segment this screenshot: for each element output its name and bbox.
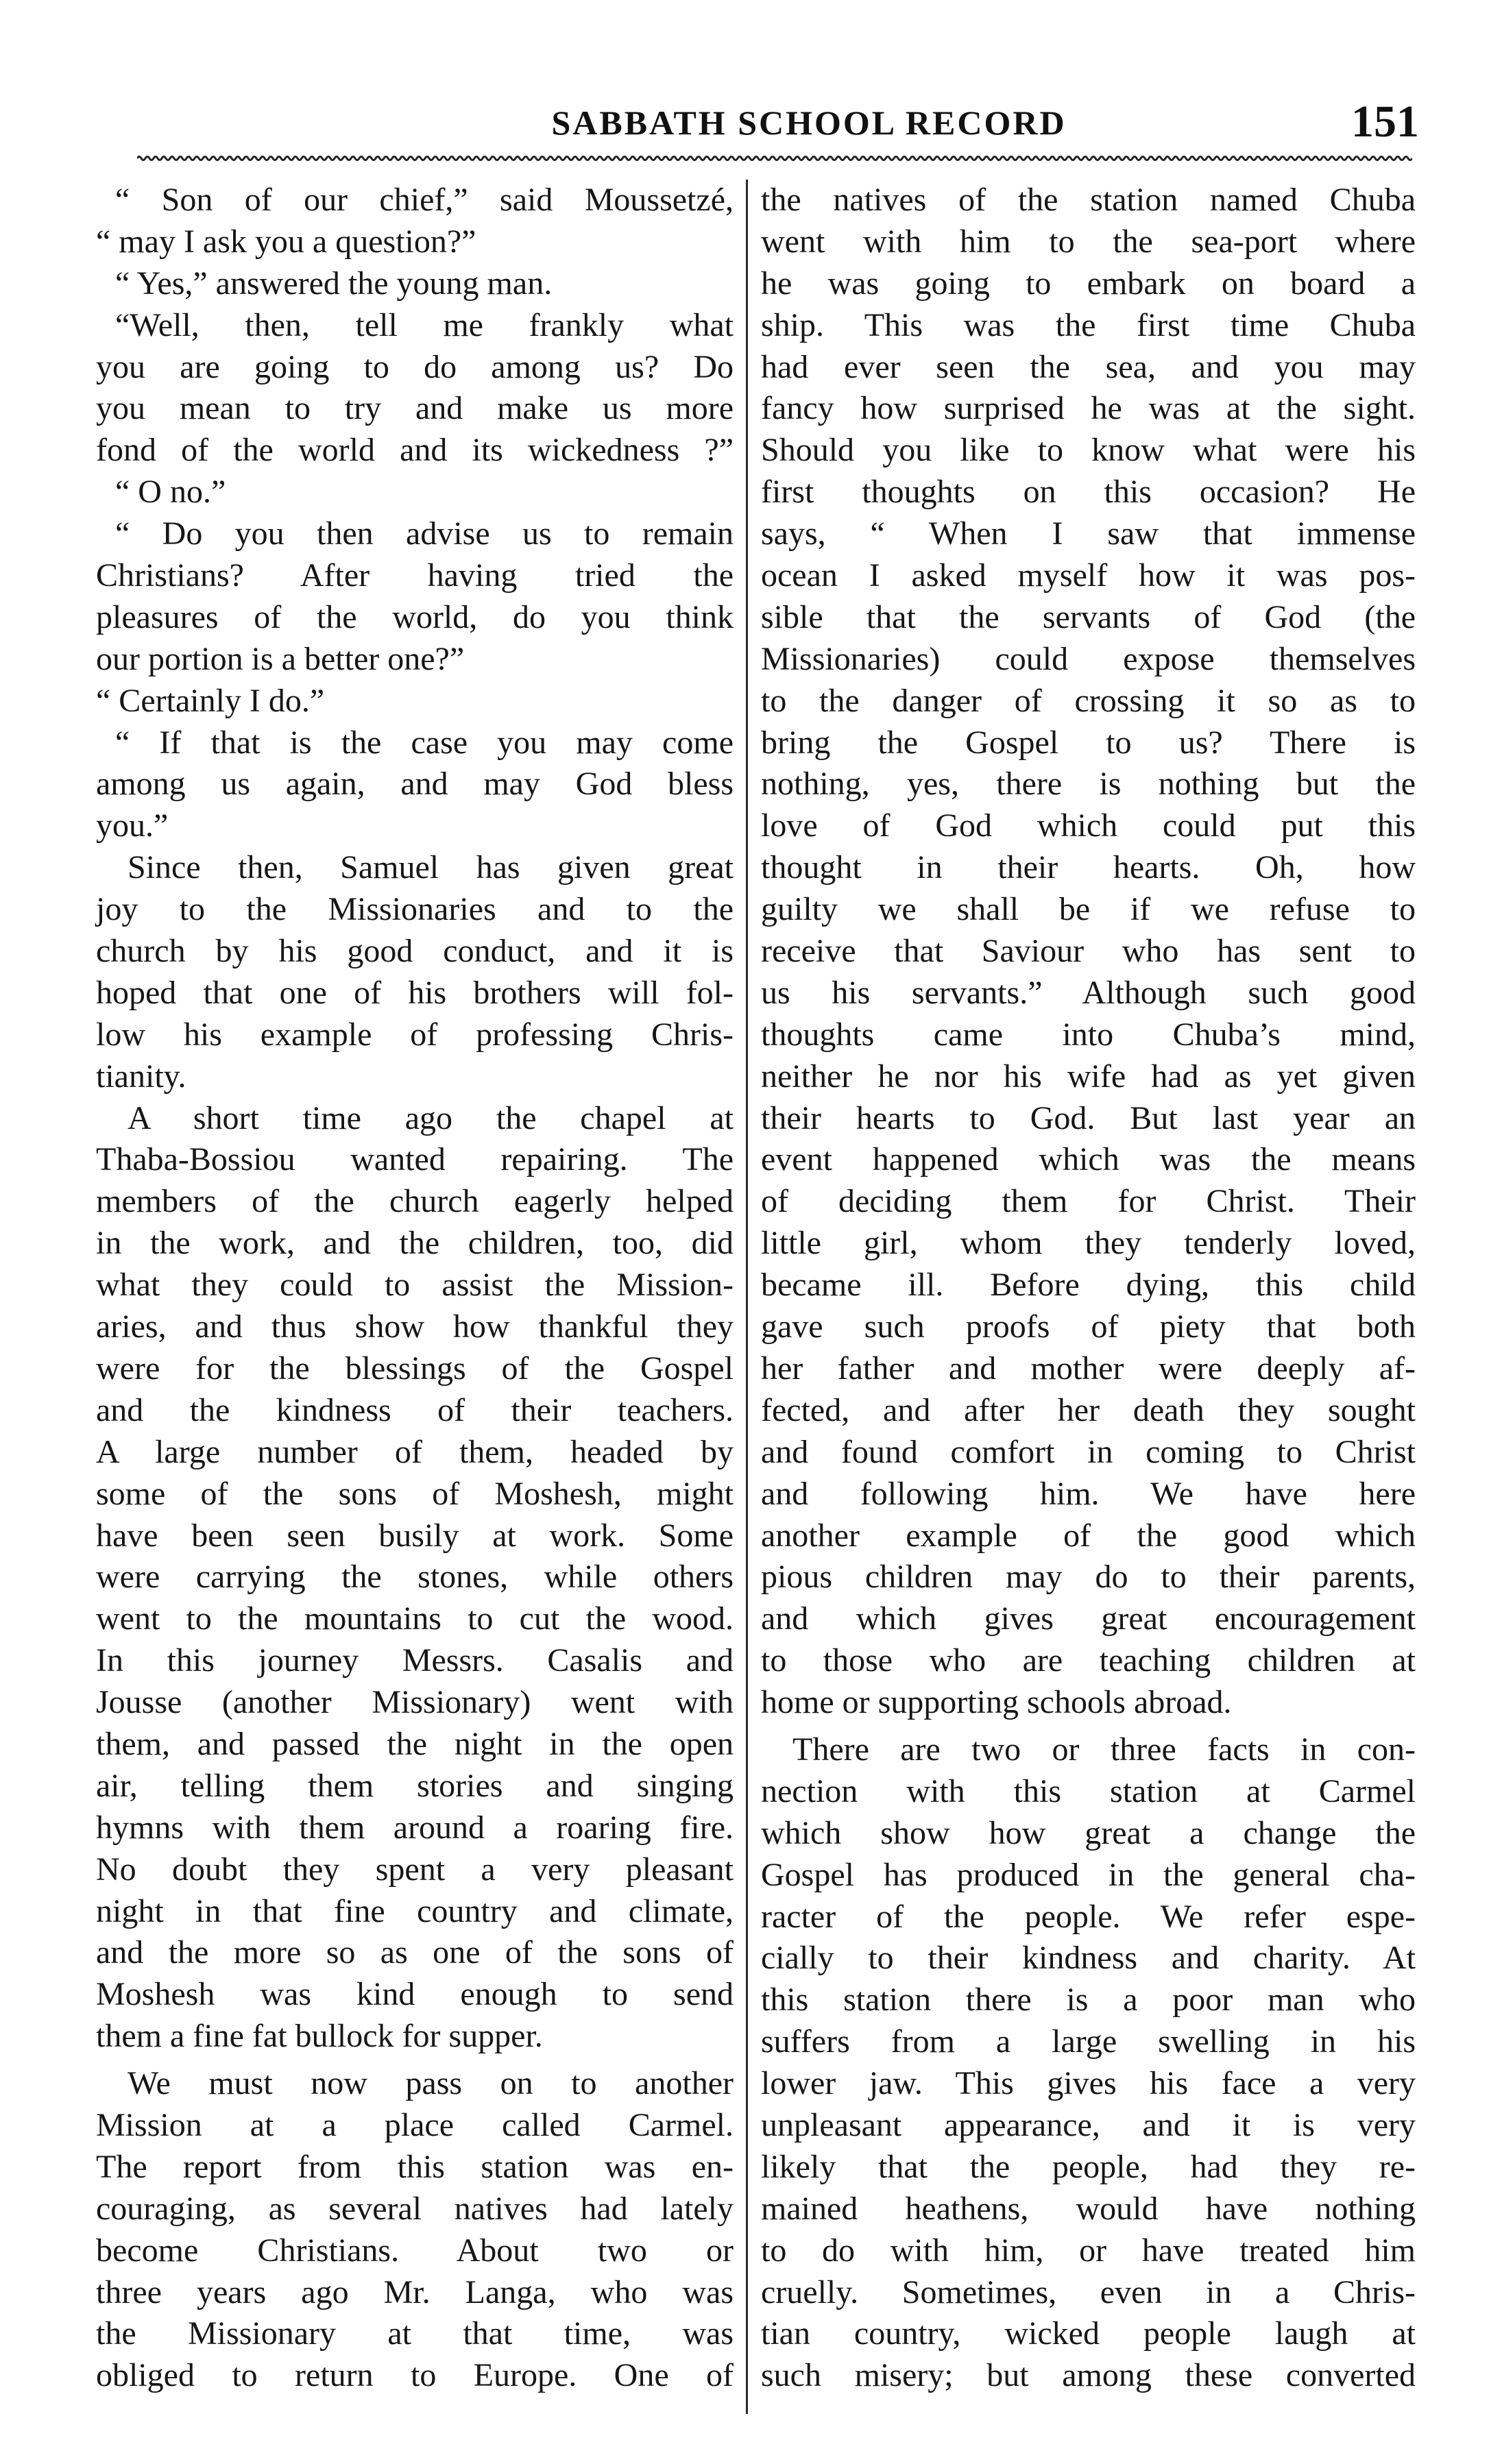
text-line: become Christians. About two or bbox=[96, 2232, 734, 2269]
text-line: “ Certainly I do.” bbox=[96, 682, 325, 719]
text-line: and which gives great encouragement bbox=[761, 1600, 1416, 1637]
text-line: little girl, whom they tenderly loved, bbox=[761, 1225, 1416, 1262]
text-line: event happened which was the means bbox=[761, 1141, 1416, 1178]
text-line: guilty we shall be if we refuse to bbox=[761, 891, 1416, 928]
text-line: in the work, and the children, too, did bbox=[96, 1225, 734, 1262]
text-line: you mean to try and make us more bbox=[96, 390, 734, 427]
text-line: Since then, Samuel has given great bbox=[128, 849, 734, 886]
text-line: neither he nor his wife had as yet given bbox=[761, 1058, 1416, 1095]
text-line: and found comfort in coming to Christ bbox=[761, 1433, 1416, 1470]
text-line: were carrying the stones, while others bbox=[96, 1559, 734, 1596]
text-line: to the danger of crossing it so as to bbox=[761, 682, 1416, 719]
text-line: racter of the people. We refer espe- bbox=[761, 1898, 1416, 1935]
text-line: No doubt they spent a very pleasant bbox=[96, 1851, 734, 1888]
text-line: sible that the servants of God (the bbox=[761, 598, 1416, 635]
text-line: and the kindness of their teachers. bbox=[96, 1391, 734, 1428]
text-line: Christians? After having tried the bbox=[96, 557, 734, 594]
text-line: were for the blessings of the Gospel bbox=[96, 1350, 734, 1387]
text-line: pleasures of the world, do you think bbox=[96, 598, 734, 635]
text-line: pious children may do to their parents, bbox=[761, 1559, 1416, 1596]
text-line: “ If that is the case you may come bbox=[115, 724, 734, 761]
text-line: three years ago Mr. Langa, who was bbox=[96, 2273, 734, 2310]
text-line: says, “ When I saw that immense bbox=[761, 515, 1416, 552]
text-line: of deciding them for Christ. Their bbox=[761, 1183, 1416, 1220]
text-line: air, telling them stories and singing bbox=[96, 1767, 734, 1804]
text-line: some of the sons of Moshesh, might bbox=[96, 1475, 734, 1512]
text-line: the Missionary at that time, was bbox=[96, 2315, 734, 2352]
text-line: us his servants.” Although such good bbox=[761, 974, 1416, 1011]
text-line: fond of the world and its wickedness ?” bbox=[96, 432, 734, 469]
text-line: church by his good conduct, and it is bbox=[96, 933, 734, 970]
text-line: Missionaries) could expose themselves bbox=[761, 640, 1416, 677]
text-line: and following him. We have here bbox=[761, 1475, 1416, 1512]
text-line: Mission at a place called Carmel. bbox=[96, 2106, 734, 2143]
text-line: nothing, yes, there is nothing but the bbox=[761, 766, 1416, 803]
header-wavy-rule bbox=[137, 154, 1412, 163]
text-line: low his example of professing Chris- bbox=[96, 1016, 734, 1053]
text-line: what they could to assist the Mission- bbox=[96, 1267, 734, 1304]
text-line: the natives of the station named Chuba bbox=[761, 182, 1416, 218]
right-column bbox=[761, 180, 1416, 2397]
text-line: In this journey Messrs. Casalis and bbox=[96, 1642, 734, 1679]
text-line: The report from this station was en- bbox=[96, 2148, 734, 2185]
text-line: “ Son of our chief,” said Moussetzé, bbox=[115, 182, 734, 218]
text-line: first thoughts on this occasion? He bbox=[761, 474, 1416, 511]
running-head: SABBATH SCHOOL RECORD bbox=[551, 103, 1067, 142]
text-line: went to the mountains to cut the wood. bbox=[96, 1600, 734, 1637]
text-line: lower jaw. This gives his face a very bbox=[761, 2065, 1416, 2102]
text-line: night in that fine country and climate, bbox=[96, 1892, 734, 1929]
text-line: and the more so as one of the sons of bbox=[96, 1934, 734, 1971]
text-line: among us again, and may God bless bbox=[96, 766, 734, 803]
text-line: cially to their kindness and charity. At bbox=[761, 1940, 1416, 1977]
text-line: you are going to do among us? Do bbox=[96, 348, 734, 385]
text-line: such misery; but among these converted bbox=[761, 2357, 1416, 2394]
text-line: tianity. bbox=[96, 1058, 186, 1095]
text-line: Moshesh was kind enough to send bbox=[96, 1976, 734, 2013]
text-line: joy to the Missionaries and to the bbox=[96, 891, 734, 928]
text-line: he was going to embark on board a bbox=[761, 265, 1416, 302]
text-line: their hearts to God. But last year an bbox=[761, 1099, 1416, 1136]
text-line: love of God which could put this bbox=[761, 807, 1416, 844]
text-line: A large number of them, headed by bbox=[96, 1433, 734, 1470]
text-line: gave such proofs of piety that both bbox=[761, 1308, 1416, 1345]
text-line: “Well, then, tell me frankly what bbox=[115, 306, 734, 343]
text-line: nection with this station at Carmel bbox=[761, 1772, 1416, 1809]
text-line: suffers from a large swelling in his bbox=[761, 2023, 1416, 2060]
text-line: ocean I asked myself how it was pos- bbox=[761, 557, 1416, 594]
text-line: mained heathens, would have nothing bbox=[761, 2190, 1416, 2227]
text-line: cruelly. Sometimes, even in a Chris- bbox=[761, 2273, 1416, 2310]
text-line: thoughts came into Chuba’s mind, bbox=[761, 1016, 1416, 1053]
text-line: hymns with them around a roaring fire. bbox=[96, 1809, 734, 1846]
text-line: them a fine fat bullock for supper. bbox=[96, 2018, 543, 2055]
column-divider bbox=[746, 180, 748, 2414]
page-number: 151 bbox=[1351, 97, 1419, 147]
text-line: to those who are teaching children at bbox=[761, 1642, 1416, 1679]
text-line: ship. This was the first time Chuba bbox=[761, 306, 1416, 343]
text-line: There are two or three facts in con- bbox=[792, 1731, 1416, 1768]
text-line: likely that the people, had they re- bbox=[761, 2148, 1416, 2185]
text-line: Should you like to know what were his bbox=[761, 432, 1416, 469]
text-line: to do with him, or have treated him bbox=[761, 2232, 1416, 2269]
text-line: members of the church eagerly helped bbox=[96, 1183, 734, 1220]
text-line: We must now pass on to another bbox=[128, 2065, 734, 2102]
text-line: tian country, wicked people laugh at bbox=[761, 2315, 1416, 2352]
text-line: have been seen busily at work. Some bbox=[96, 1517, 734, 1554]
text-line: bring the Gospel to us? There is bbox=[761, 724, 1416, 761]
left-column bbox=[96, 180, 734, 2397]
text-line: couraging, as several natives had lately bbox=[96, 2190, 734, 2227]
text-line: Jousse (another Missionary) went with bbox=[96, 1684, 734, 1721]
text-line: this station there is a poor man who bbox=[761, 1981, 1416, 2018]
text-line: thought in their hearts. Oh, how bbox=[761, 849, 1416, 886]
text-line: which show how great a change the bbox=[761, 1814, 1416, 1851]
text-line: “ Do you then advise us to remain bbox=[115, 515, 734, 552]
text-line: became ill. Before dying, this child bbox=[761, 1267, 1416, 1304]
text-line: Thaba-Bossiou wanted repairing. The bbox=[96, 1141, 734, 1178]
text-line: hoped that one of his brothers will fol- bbox=[96, 974, 734, 1011]
text-line: aries, and thus show how thankful they bbox=[96, 1308, 734, 1345]
text-line: receive that Saviour who has sent to bbox=[761, 933, 1416, 970]
page-header bbox=[137, 96, 1419, 158]
text-line: her father and mother were deeply af- bbox=[761, 1350, 1416, 1387]
text-line: had ever seen the sea, and you may bbox=[761, 348, 1416, 385]
text-line: fancy how surprised he was at the sight. bbox=[761, 390, 1416, 427]
text-line: home or supporting schools abroad. bbox=[761, 1684, 1232, 1721]
text-line: “ O no.” bbox=[115, 474, 226, 511]
text-line: “ may I ask you a question?” bbox=[96, 223, 476, 260]
text-line: went with him to the sea-port where bbox=[761, 223, 1416, 260]
text-line: you.” bbox=[96, 807, 169, 844]
text-line: unpleasant appearance, and it is very bbox=[761, 2106, 1416, 2143]
text-line: another example of the good which bbox=[761, 1517, 1416, 1554]
text-line: Gospel has produced in the general cha- bbox=[761, 1856, 1416, 1893]
text-line: them, and passed the night in the open bbox=[96, 1725, 734, 1762]
text-line: our portion is a better one?” bbox=[96, 640, 465, 677]
text-line: A short time ago the chapel at bbox=[128, 1099, 734, 1136]
text-line: obliged to return to Europe. One of bbox=[96, 2357, 734, 2394]
text-line: “ Yes,” answered the young man. bbox=[115, 265, 553, 302]
text-line: fected, and after her death they sought bbox=[761, 1391, 1416, 1428]
